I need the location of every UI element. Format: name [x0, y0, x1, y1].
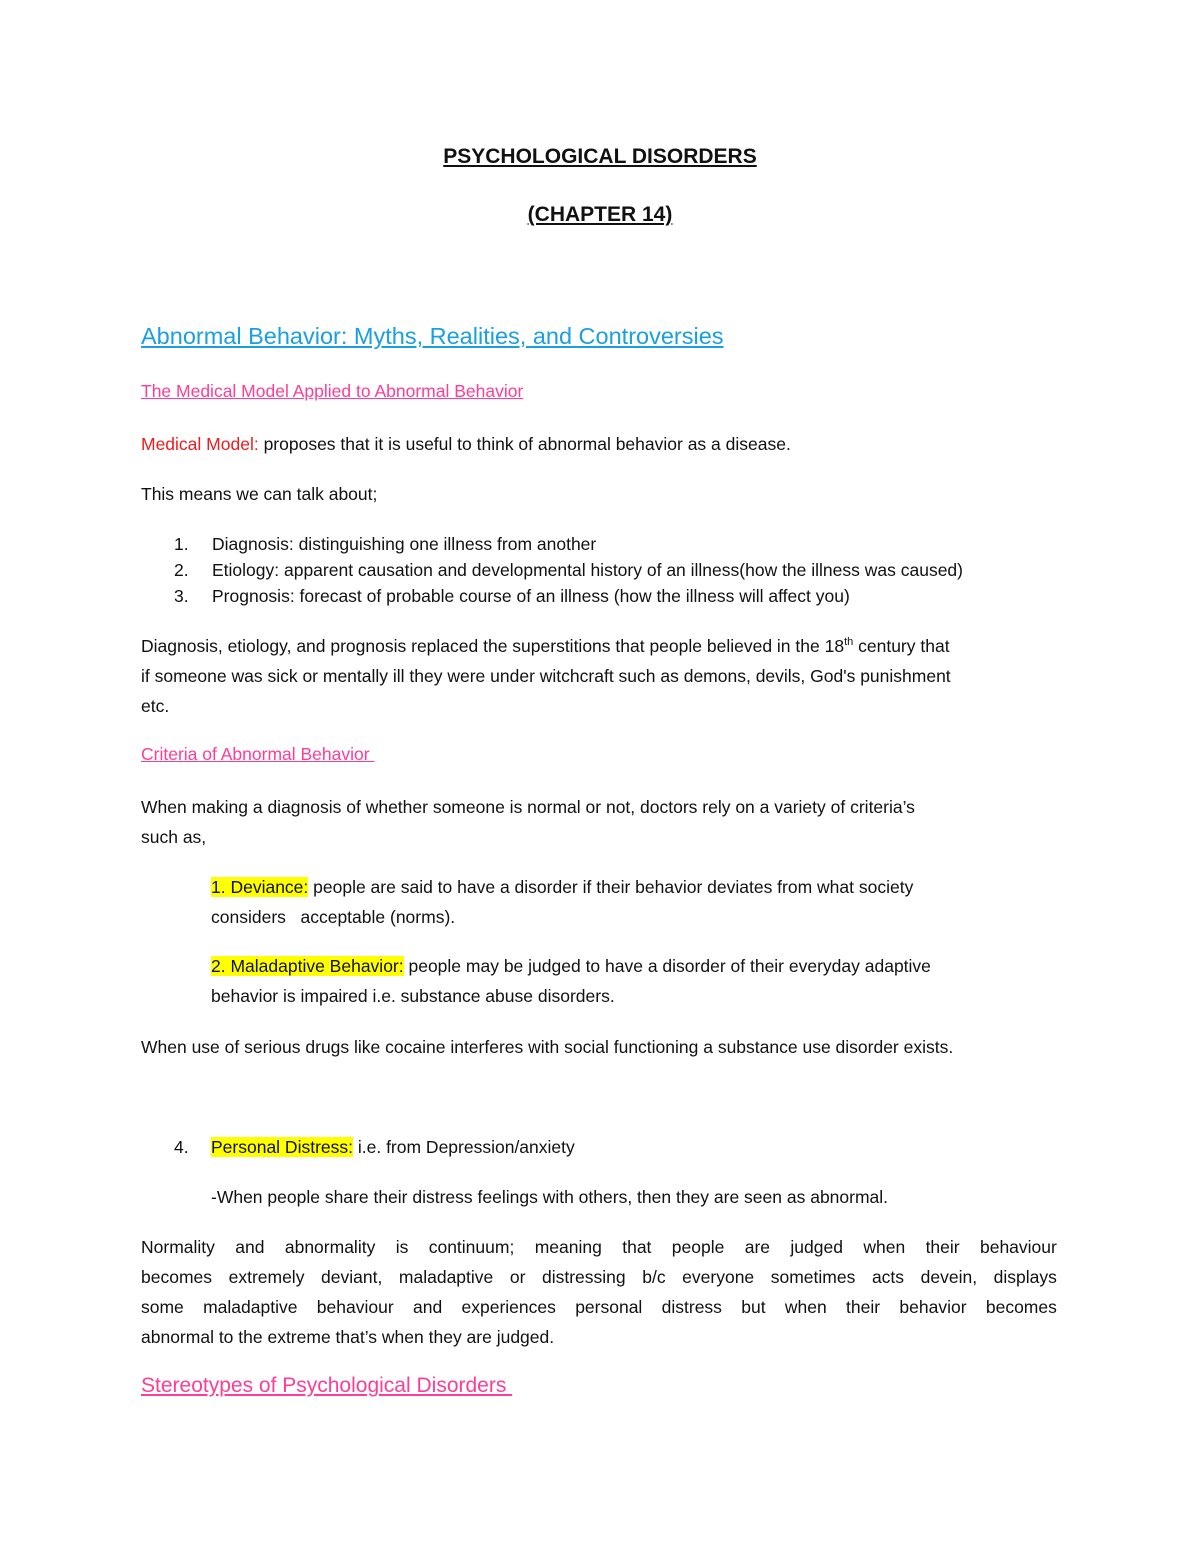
normality-paragraph-line: [141, 1232, 1057, 1262]
word: behaviour: [979, 1237, 1057, 1257]
criterion-text: people are said to have a disorder if their behavior deviates from what society: [308, 877, 914, 897]
criterion-deviance: [211, 872, 913, 902]
medical-model-text: proposes that it is useful to think of abnormal behavior as a disease.: [258, 434, 791, 454]
word: continuum;: [428, 1237, 515, 1257]
paragraph-text: Diagnosis, etiology, and prognosis replaced the superstitions that people believed in the 18: [141, 636, 845, 656]
word: personal: [575, 1297, 643, 1317]
normality-paragraph-line: abnormal to the extreme that’s when they are judged.: [141, 1327, 555, 1347]
list-item: [174, 581, 850, 611]
word: are: [744, 1237, 771, 1257]
document-title: PSYCHOLOGICAL DISORDERS: [443, 145, 757, 168]
section-heading-stereotypes: Stereotypes of Psychological Disorders: [141, 1374, 513, 1397]
word: distress: [661, 1297, 722, 1317]
word: devein,: [920, 1267, 978, 1287]
word: becomes: [985, 1297, 1057, 1317]
criterion-text: people may be judged to have a disorder of their everyday adaptive: [403, 956, 931, 976]
word: experiences: [461, 1297, 556, 1317]
chapter-label: (CHAPTER 14): [527, 203, 673, 226]
drugs-line: When use of serious drugs like cocaine interferes with social functioning a substance use disorder exists.: [141, 1037, 954, 1057]
criteria-intro-line: When making a diagnosis of whether someone is normal or not, doctors rely on a variety of criteria’s: [141, 797, 915, 817]
list-item-number: 2.: [174, 560, 189, 580]
paragraph-superstitions-line: [141, 631, 950, 661]
word: people: [671, 1237, 725, 1257]
criterion-maladaptive: [211, 951, 931, 981]
word: everyone: [682, 1267, 755, 1287]
highlight-deviance-label: 1. Deviance:: [211, 877, 309, 897]
intro-line: This means we can talk about;: [141, 484, 378, 504]
word: or: [509, 1267, 526, 1287]
list-item-number: 1.: [174, 534, 189, 554]
list-item-text: Etiology: apparent causation and developmental history of an illness(how the illness was caused): [212, 560, 963, 580]
section-heading-abnormal-behavior: Abnormal Behavior: Myths, Realities, and Controversies: [141, 323, 724, 349]
word: when: [784, 1297, 827, 1317]
list-item-number: 3.: [174, 586, 189, 606]
word: sometimes: [770, 1267, 856, 1287]
word: abnormality: [284, 1237, 376, 1257]
word: deviant,: [321, 1267, 383, 1287]
word: maladaptive: [203, 1297, 298, 1317]
criteria-intro-line: such as,: [141, 827, 207, 847]
word: maladaptive: [398, 1267, 494, 1287]
normality-paragraph-line: [141, 1262, 1057, 1292]
word: some: [141, 1297, 184, 1317]
word: b/c: [642, 1267, 666, 1287]
word: and: [235, 1237, 265, 1257]
normality-paragraph-line: [141, 1292, 1057, 1322]
word: that: [622, 1237, 652, 1257]
word: behaviour: [316, 1297, 394, 1317]
word: is: [395, 1237, 409, 1257]
word: but: [741, 1297, 766, 1317]
paragraph-superstitions-line: if someone was sick or mentally ill they were under witchcraft such as demons, devils, God's punishment: [141, 666, 951, 686]
paragraph-superstitions-line: etc.: [141, 696, 170, 716]
highlight-distress-label: Personal Distress:: [211, 1137, 353, 1157]
word: distressing: [542, 1267, 626, 1287]
word: displays: [993, 1267, 1057, 1287]
word: acts: [871, 1267, 905, 1287]
word: behavior: [899, 1297, 967, 1317]
criterion-deviance-continued: considers acceptable (norms).: [211, 907, 456, 927]
list-item-number: 4.: [174, 1137, 189, 1157]
criterion-text: i.e. from Depression/anxiety: [353, 1137, 575, 1157]
word: becomes: [141, 1267, 213, 1287]
highlight-maladaptive-label: 2. Maladaptive Behavior:: [211, 956, 404, 976]
word: Normality: [141, 1237, 215, 1257]
subheading-criteria: Criteria of Abnormal Behavior: [141, 744, 375, 764]
medical-model-definition: [141, 429, 791, 459]
word: judged: [790, 1237, 843, 1257]
criterion-personal-distress: [174, 1132, 575, 1162]
medical-model-label: Medical Model:: [141, 434, 259, 454]
superscript-th: th: [844, 636, 854, 649]
list-item-text: Diagnosis: distinguishing one illness from another: [212, 534, 597, 554]
subheading-medical-model: The Medical Model Applied to Abnormal Behavior: [141, 381, 524, 401]
word: their: [846, 1297, 881, 1317]
word: when: [863, 1237, 906, 1257]
paragraph-text: century that: [853, 636, 950, 656]
list-item-text: Prognosis: forecast of probable course of an illness (how the illness will affect you): [212, 586, 850, 606]
distress-subline: -When people share their distress feelings with others, then they are seen as abnormal.: [211, 1187, 889, 1207]
criterion-maladaptive-continued: behavior is impaired i.e. substance abuse disorders.: [211, 986, 615, 1006]
word: extremely: [228, 1267, 305, 1287]
word: meaning: [534, 1237, 602, 1257]
word: and: [412, 1297, 443, 1317]
word: their: [925, 1237, 960, 1257]
